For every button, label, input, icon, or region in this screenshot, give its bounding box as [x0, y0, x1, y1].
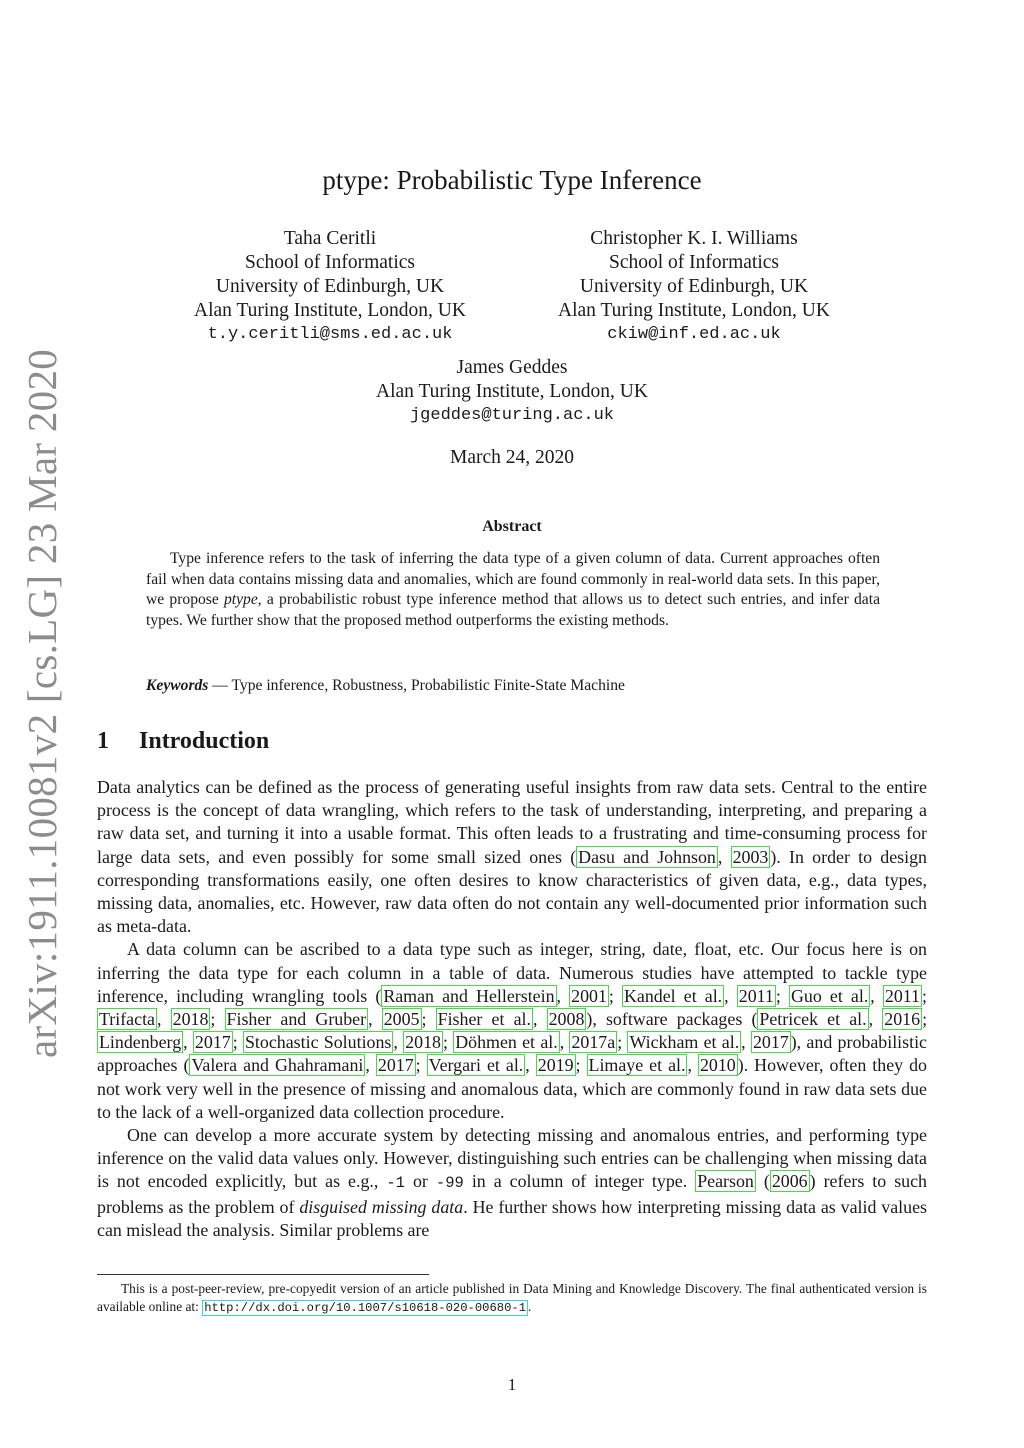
citation-link[interactable]: Pearson — [697, 1171, 754, 1192]
keywords-label: Keywords — [146, 677, 209, 694]
page-number: 1 — [507, 1375, 517, 1394]
citation-link[interactable]: Dasu and Johnson — [578, 846, 716, 867]
author-institute: Alan Turing Institute, London, UK — [376, 381, 648, 402]
citation-link[interactable]: 2011 — [884, 985, 921, 1006]
citation-link[interactable]: 2017 — [752, 1032, 789, 1053]
citation-link[interactable]: Vergari et al. — [428, 1055, 524, 1076]
author-department: School of Informatics — [244, 252, 416, 273]
arxiv-identifier-stamp: arXiv:1911.10081v2 [cs.LG] 23 Mar 2020 — [19, 348, 65, 1058]
author-email: ckiw@inf.ed.ac.uk — [607, 325, 781, 344]
citation-link[interactable]: Fisher and Gruber — [226, 1009, 367, 1030]
citation-link[interactable]: 2019 — [537, 1055, 574, 1076]
author-institute: Alan Turing Institute, London, UK — [558, 300, 830, 321]
footnote: This is a post-peer-review, pre-copyedit version of an article published in Data Mining and Knowledge Discovery. The final authenticated version is available online at: http://dx.doi.org/10.1007/s10618-020-00680-1 . — [97, 1281, 927, 1315]
author-name: Taha Ceritli — [283, 228, 377, 249]
section-heading — [97, 728, 269, 755]
citation-link[interactable]: 2008 — [548, 1009, 585, 1030]
citation-link[interactable]: 2017a — [571, 1032, 616, 1053]
keywords-list: — Type inference, Robustness, Probabilistic Finite-State Machine — [208, 677, 625, 694]
inline-code: -99 — [435, 1174, 464, 1193]
citation-link[interactable]: Kandel et al. — [623, 985, 723, 1006]
citation-link[interactable]: Petricek et al. — [759, 1009, 867, 1030]
abstract-heading: Abstract — [482, 518, 542, 535]
author-block-1 — [150, 227, 510, 347]
citation-link[interactable]: Stochastic Solutions — [244, 1032, 392, 1053]
section-title: Introduction — [139, 728, 270, 754]
citation-link[interactable]: 2006 — [771, 1171, 808, 1192]
citation-link[interactable]: Fisher et al. — [437, 1009, 531, 1030]
inline-code: -1 — [386, 1174, 405, 1193]
footnote-divider — [97, 1274, 429, 1275]
author-block-3 — [262, 356, 762, 428]
author-institute: Alan Turing Institute, London, UK — [194, 300, 466, 321]
author-email: jgeddes@turing.ac.uk — [409, 406, 615, 425]
citation-link[interactable]: Raman and Hellerstein — [383, 985, 555, 1006]
author-email: t.y.ceritli@sms.ed.ac.uk — [207, 325, 453, 344]
publication-date: March 24, 2020 — [449, 447, 575, 468]
citation-link[interactable]: Trifacta — [99, 1009, 155, 1030]
paragraph: One can develop a more accurate system by detecting missing and anomalous entries, and performing type inference on the valid data values only. However, distinguishing such entries can be challenging when missing data is not encoded explicitly, but as e.g., -1 or -99 in a column of integer type. Pearson ( 2006 ) refers to such problems as the problem of disguised missing data. He further shows how interpreting missing data as valid values can mislead the analysis. Similar problems are — [97, 1125, 928, 1240]
citation-link[interactable]: 2010 — [699, 1055, 736, 1076]
citation-link[interactable]: 2018 — [172, 1009, 209, 1030]
citation-link[interactable]: 2011 — [738, 985, 774, 1006]
emphasis: disguised missing data — [299, 1196, 464, 1217]
section-number: 1 — [97, 728, 109, 754]
doi-link[interactable]: http://dx.doi.org/10.1007/s10618-020-00680-1 — [204, 1301, 527, 1315]
citation-link[interactable]: Valera and Ghahramani — [191, 1055, 364, 1076]
citation-link[interactable]: Guo et al. — [790, 985, 869, 1006]
abstract-text: Type inference refers to the task of inferring the data type of a given column of data. Current approaches often fail when data contains missing data and anomalies, which are found commonly in real-world data sets. In this paper, we propose ptype, a probabilistic robust type inference method that allows us to detect such entries, and infer data types. We further show that the proposed method outperforms the existing methods. — [146, 550, 880, 629]
citation-link[interactable]: 2016 — [884, 1009, 921, 1030]
citation-link[interactable]: Döhmen et al. — [455, 1032, 558, 1053]
author-university: University of Edinburgh, UK — [579, 276, 809, 297]
citation-link[interactable]: 2017 — [194, 1032, 231, 1053]
author-name: Christopher K. I. Williams — [590, 228, 798, 249]
citation-link[interactable]: 2018 — [405, 1032, 441, 1053]
paragraph: Data analytics can be defined as the process of generating useful insights from raw data sets. Central to the entire process is the concept of data wrangling, which refers to the task of understanding, interpreting, and preparing a raw data set, and turning it into a usable format. This often leads to a frustrating and time-consuming process for large data sets, and even possibly for some small sized ones ( Dasu and Johnson , 2003 ). In order to design corresponding transformations easily, one often desires to know characteristics of given data, e.g., data types, missing data, anomalies, etc. However, raw data often do not contain any well-documented prior information such as meta-data. — [97, 777, 927, 937]
citation-link[interactable]: 2001 — [571, 985, 607, 1006]
abstract-emphasis: ptype — [224, 591, 258, 608]
author-department: School of Informatics — [608, 252, 780, 273]
paragraph: A data column can be ascribed to a data type such as integer, string, date, float, etc. Our focus here is on inferring the data type for each column in a table of data. Numerous studies have attempted to tackle type inference, including wrangling tools ( Raman and Hellerstein , 2001 ; Kandel et al. , 2011 ; Guo et al. , 2011 ; Trifacta , 2018 ; Fisher and Gruber , 2005 ; Fisher et al. , 2008 ), software packages ( Petricek et al. , 2016 ; Lindenberg , 2017 ; Stochastic Solutions , 2018 ; Döhmen et al. , 2017a ; Wickham et al. , 2017 ), and probabilistic approaches ( Valera and Ghahramani , 2017 ; Vergari et al. , 2019 ; Limaye et al. , 2010 ). However, often they do not work very well in the presence of missing and anomalous data, which are commonly found in raw data sets due to the lack of a well-organized data collection procedure. — [97, 939, 928, 1122]
citation-link[interactable]: Limaye et al. — [588, 1055, 686, 1076]
citation-link[interactable]: 2003 — [732, 846, 769, 867]
author-name: James Geddes — [456, 357, 568, 378]
paper-title: ptype: Probabilistic Type Inference — [322, 165, 702, 195]
keywords-line — [146, 677, 625, 695]
author-block-2 — [514, 227, 874, 347]
author-university: University of Edinburgh, UK — [215, 276, 445, 297]
introduction-body — [97, 776, 927, 1242]
citation-link[interactable]: Wickham et al. — [629, 1032, 740, 1053]
citation-link[interactable]: 2017 — [377, 1055, 414, 1076]
citation-link[interactable]: Lindenberg — [99, 1032, 182, 1053]
citation-link[interactable]: 2005 — [383, 1009, 420, 1030]
